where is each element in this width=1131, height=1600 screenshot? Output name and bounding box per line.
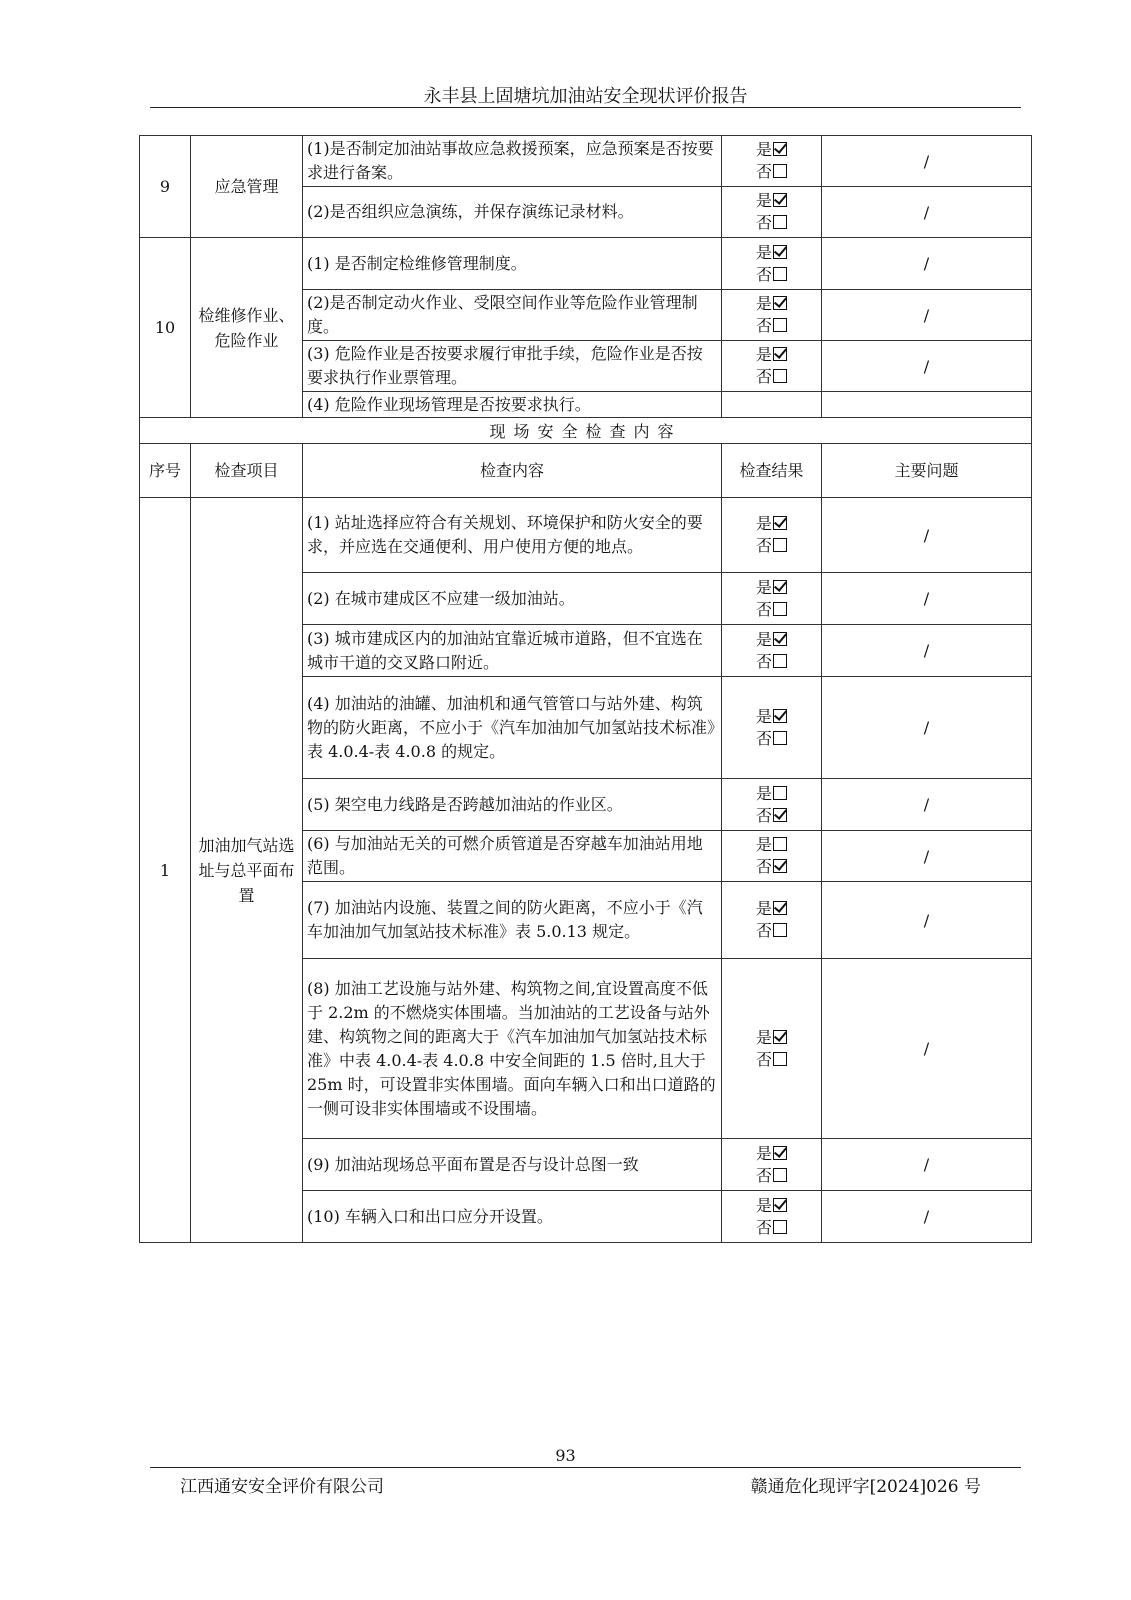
check-result: [722, 341, 822, 392]
report-title: 永丰县上固塘坑加油站安全现状评价报告: [423, 86, 748, 107]
col-header-num: 序号: [140, 444, 191, 498]
result-yes-label: 是: [755, 191, 772, 210]
result-no-line: [726, 1049, 817, 1071]
result-yes-label: 是: [755, 1195, 772, 1215]
onsite-section: [140, 418, 1032, 498]
result-no-line: [726, 1217, 817, 1239]
col-header-content: 检查内容: [303, 444, 722, 498]
check-content: (2) 在城市建成区不应建一级加油站。: [303, 573, 722, 625]
result-no-line: [726, 161, 817, 183]
company-name: 江西通安安全评价有限公司: [180, 1477, 384, 1497]
main-problem: [822, 392, 1032, 418]
main-problem: /: [822, 1191, 1032, 1243]
result-yes-line: [726, 1143, 817, 1165]
check-content: (9) 加油站现场总平面布置是否与设计总图一致: [303, 1139, 722, 1191]
footer-rule: [150, 1467, 1021, 1468]
result-yes-line: [726, 706, 817, 728]
result-no-label: 否: [755, 162, 772, 181]
result-no-line: [726, 315, 817, 337]
check-content: (3) 危险作业是否按要求履行审批手续，危险作业是否按要求执行作业票管理。: [303, 341, 722, 392]
empty-box-icon: [773, 654, 787, 668]
main-problem: /: [822, 1139, 1032, 1191]
result-no-label: 否: [755, 264, 772, 284]
check-result: [722, 677, 822, 779]
result-yes-label: 是: [755, 899, 772, 918]
check-content: (6) 与加油站无关的可燃介质管道是否穿越车加油站用地范围。: [303, 831, 722, 882]
result-yes-label: 是: [755, 577, 772, 597]
checked-box-icon: [773, 516, 787, 530]
empty-box-icon: [773, 786, 787, 800]
result-no-line: [726, 264, 817, 286]
result-no-label: 否: [755, 536, 772, 555]
check-result: [722, 779, 822, 831]
check-result: [722, 959, 822, 1139]
checked-box-icon: [773, 808, 787, 822]
col-header-item: 检查项目: [191, 444, 303, 498]
inspection-table: [139, 135, 1032, 1243]
result-no-line: [726, 728, 817, 750]
result-yes-line: [726, 293, 817, 315]
checked-box-icon: [773, 580, 787, 594]
result-yes-label: 是: [755, 294, 772, 313]
check-result: [722, 392, 822, 418]
check-result: [722, 136, 822, 187]
col-header-problem: 主要问题: [822, 444, 1032, 498]
check-content: (2)是否组织应急演练，并保存演练记录材料。: [303, 187, 722, 238]
main-problem: /: [822, 290, 1032, 341]
main-problem: /: [822, 677, 1032, 779]
checked-box-icon: [773, 142, 787, 156]
result-yes-label: 是: [755, 345, 772, 364]
result-no-label: 否: [755, 367, 772, 386]
section-title-row: [140, 418, 1032, 444]
item-number: 10: [140, 238, 191, 418]
empty-box-icon: [773, 164, 787, 178]
block-1: [140, 498, 1032, 1243]
empty-box-icon: [773, 1220, 787, 1234]
empty-box-icon: [773, 267, 787, 281]
result-yes-line: [726, 577, 817, 599]
checked-box-icon: [773, 296, 787, 310]
main-problem: /: [822, 779, 1032, 831]
result-yes-line: [726, 898, 817, 920]
result-yes-line: [726, 513, 817, 535]
result-yes-label: 是: [755, 1027, 772, 1047]
block-9: [140, 136, 1032, 238]
main-problem: /: [822, 959, 1032, 1139]
result-yes-line: [726, 783, 817, 805]
result-yes-line: [726, 834, 817, 856]
result-no-label: 否: [755, 1165, 772, 1185]
result-yes-line: [726, 190, 817, 212]
result-no-line: [726, 1165, 817, 1187]
empty-box-icon: [773, 538, 787, 552]
checked-box-icon: [773, 632, 787, 646]
result-no-line: [726, 651, 817, 673]
result-no-label: 否: [755, 805, 772, 825]
table-row: [140, 498, 1032, 573]
result-yes-label: 是: [755, 629, 772, 649]
check-result: [722, 573, 822, 625]
check-result: [722, 187, 822, 238]
item-name: 检维修作业、危险作业: [191, 238, 303, 418]
result-no-label: 否: [755, 651, 772, 671]
check-result: [722, 625, 822, 677]
result-yes-line: [726, 1195, 817, 1217]
result-yes-label: 是: [755, 706, 772, 726]
section-title: 现场安全检查内容: [140, 418, 1032, 444]
checked-box-icon: [773, 1030, 787, 1044]
empty-box-icon: [773, 318, 787, 332]
checked-box-icon: [773, 193, 787, 207]
result-yes-line: [726, 139, 817, 161]
checked-box-icon: [773, 1146, 787, 1160]
result-no-line: [726, 805, 817, 827]
check-content: (4) 加油站的油罐、加油机和通气管管口与站外建、构筑物的防火距离，不应小于《汽车加油加气加氢站技术标准》表 4.0.4-表 4.0.8 的规定。: [303, 677, 722, 779]
check-result: [722, 498, 822, 573]
empty-box-icon: [773, 369, 787, 383]
result-yes-label: 是: [755, 514, 772, 533]
check-content: (5) 架空电力线路是否跨越加油站的作业区。: [303, 779, 722, 831]
check-result: [722, 831, 822, 882]
main-problem: /: [822, 831, 1032, 882]
result-yes-label: 是: [755, 783, 772, 803]
check-content: (3) 城市建成区内的加油站宜靠近城市道路，但不宜选在城市干道的交叉路口附近。: [303, 625, 722, 677]
result-no-line: [726, 535, 817, 557]
result-no-line: [726, 856, 817, 878]
col-header-result: 检查结果: [722, 444, 822, 498]
checked-box-icon: [773, 859, 787, 873]
checked-box-icon: [773, 245, 787, 259]
result-yes-label: 是: [755, 242, 772, 262]
check-content: (4) 危险作业现场管理是否按要求执行。: [303, 392, 722, 418]
item-name: 应急管理: [191, 136, 303, 238]
check-content: (2)是否制定动火作业、受限空间作业等危险作业管理制度。: [303, 290, 722, 341]
main-problem: /: [822, 136, 1032, 187]
check-content: (10) 车辆入口和出口应分开设置。: [303, 1191, 722, 1243]
checked-box-icon: [773, 709, 787, 723]
check-content: (7) 加油站内设施、装置之间的防火距离，不应小于《汽车加油加气加氢站技术标准》表 5.0.13 规定。: [303, 882, 722, 959]
empty-box-icon: [773, 215, 787, 229]
check-content: (1)是否制定加油站事故应急救援预案，应急预案是否按要求进行备案。: [303, 136, 722, 187]
result-no-line: [726, 599, 817, 621]
result-yes-line: [726, 629, 817, 651]
result-no-label: 否: [755, 316, 772, 335]
main-problem: /: [822, 238, 1032, 290]
check-result: [722, 290, 822, 341]
check-result: [722, 882, 822, 959]
main-problem: /: [822, 625, 1032, 677]
table-row: [140, 238, 1032, 290]
empty-box-icon: [773, 1168, 787, 1182]
result-no-label: 否: [755, 857, 772, 876]
document-code: 赣通危化现评字[2024]026 号: [750, 1477, 981, 1497]
result-no-label: 否: [755, 1049, 772, 1069]
empty-box-icon: [773, 602, 787, 616]
empty-box-icon: [773, 923, 787, 937]
empty-box-icon: [773, 837, 787, 851]
empty-box-icon: [773, 1052, 787, 1066]
main-problem: /: [822, 498, 1032, 573]
result-yes-label: 是: [755, 835, 772, 854]
result-yes-label: 是: [755, 140, 772, 159]
result-no-line: [726, 212, 817, 234]
checked-box-icon: [773, 347, 787, 361]
check-result: [722, 1191, 822, 1243]
result-no-line: [726, 366, 817, 388]
check-content: (8) 加油工艺设施与站外建、构筑物之间,宜设置高度不低于 2.2m 的不燃烧实体围墙。当加油站的工艺设备与站外建、构筑物之间的距离大于《汽车加油加气加氢站技术标准》中表 4.0.4-表 4.0.8 中安全间距的 1.5 倍时,且大于 25m 时，可设置非实体围墙。面向车辆入口和出口道路的一侧可设非实体围墙或不设围墙。: [303, 959, 722, 1139]
result-yes-line: [726, 1027, 817, 1049]
item-name: 加油加气站选址与总平面布置: [191, 498, 303, 1243]
block-10: [140, 238, 1032, 418]
column-header-row: [140, 444, 1032, 498]
checked-box-icon: [773, 901, 787, 915]
check-result: [722, 1139, 822, 1191]
empty-box-icon: [773, 731, 787, 745]
item-number: 9: [140, 136, 191, 238]
main-problem: /: [822, 573, 1032, 625]
main-problem: /: [822, 187, 1032, 238]
result-yes-line: [726, 344, 817, 366]
result-yes-label: 是: [755, 1143, 772, 1163]
main-problem: /: [822, 882, 1032, 959]
check-content: (1) 站址选择应符合有关规划、环境保护和防火安全的要求，并应选在交通便利、用户使用方便的地点。: [303, 498, 722, 573]
result-no-label: 否: [755, 213, 772, 232]
result-no-line: [726, 920, 817, 942]
result-no-label: 否: [755, 1217, 772, 1237]
main-problem: /: [822, 341, 1032, 392]
page-number: 93: [555, 1446, 576, 1465]
check-result: [722, 238, 822, 290]
result-no-label: 否: [755, 921, 772, 940]
result-no-label: 否: [755, 728, 772, 748]
checked-box-icon: [773, 1198, 787, 1212]
check-content: (1) 是否制定检维修管理制度。: [303, 238, 722, 290]
result-yes-line: [726, 242, 817, 264]
header-rule: [150, 107, 1021, 108]
table-row: [140, 136, 1032, 187]
item-number: 1: [140, 498, 191, 1243]
result-no-label: 否: [755, 599, 772, 619]
